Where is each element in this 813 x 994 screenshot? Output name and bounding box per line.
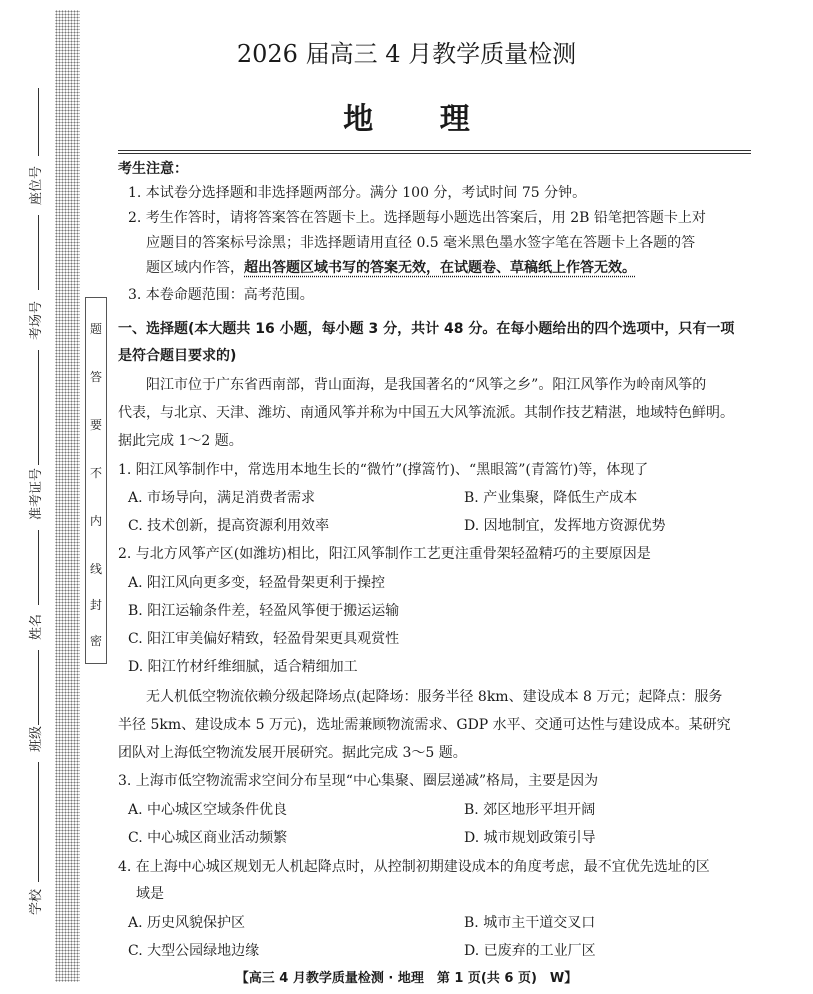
notice-emphasis: 超出答题区域书写的答案无效，在试题卷、草稿纸上作答无效。: [244, 260, 636, 276]
exam-room-line: [38, 215, 39, 290]
question-stem: 4. 在上海中心城区规划无人机起降点时，从控制初期建设成本的角度考虑，最不宜优先选址的区: [118, 859, 710, 875]
passage-line: 代表，与北京、天津、潍坊、南通风筝并称为中国五大风筝流派。其制作技艺精湛，地域特色鲜明。: [118, 405, 734, 421]
seat-number-label: 座位号: [29, 165, 44, 205]
notice-item: 1. 本试卷分选择题和非选择题两部分。满分 100 分，考试时间 75 分钟。: [128, 185, 587, 201]
exam-title: 2026 届高三 4 月教学质量检测: [236, 40, 577, 68]
notice-item: 3. 本卷命题范围：高考范围。: [128, 287, 314, 303]
section-heading: 是符合题目要求的): [118, 348, 237, 364]
seal-char: 密: [89, 634, 102, 648]
option: A. 中心城区空域条件优良: [128, 802, 288, 818]
admission-number-line: [38, 350, 39, 465]
passage-line: 半径 5km、建设成本 5 万元)，选址需兼顾物流需求、GDP 水平、交通可达性与建设成本。某研究: [118, 717, 731, 733]
title-rule: [118, 150, 751, 151]
option: B. 阳江运输条件差，轻盈风筝便于搬运运输: [128, 603, 400, 619]
school-line: [38, 762, 39, 882]
seal-char: 不: [89, 466, 102, 480]
passage-line: 据此完成 1～2 题。: [118, 433, 243, 449]
option: C. 大型公园绿地边缘: [128, 943, 260, 959]
page-footer: 【高三 4 月教学质量检测 · 地理 第 1 页(共 6 页) W】: [235, 971, 578, 986]
option: C. 中心城区商业活动频繁: [128, 830, 288, 846]
question-stem: 1. 阳江风筝制作中，常选用本地生长的“微竹”(撑篙竹)、“黑眼篙”(青篙竹)等，体现了: [118, 462, 649, 478]
school-label: 学校: [29, 888, 44, 915]
class-label: 班级: [29, 725, 44, 752]
notice-heading: 考生注意：: [118, 161, 188, 177]
option: D. 城市规划政策引导: [464, 830, 596, 846]
class-line: [38, 650, 39, 725]
passage-line: 阳江市位于广东省西南部，背山面海，是我国著名的“风筝之乡”。阳江风筝作为岭南风筝的: [146, 377, 707, 393]
notice-item: 题区域内作答，超出答题区域书写的答案无效，在试题卷、草稿纸上作答无效。: [146, 260, 636, 276]
option: A. 历史风貌保护区: [128, 915, 246, 931]
name-label: 姓名: [29, 613, 44, 640]
question-stem: 3. 上海市低空物流需求空间分布呈现“中心集聚、圈层递减”格局，主要是因为: [118, 773, 599, 789]
section-heading: 一、选择题(本大题共 16 小题，每小题 3 分，共计 48 分。在每小题给出的四个选项中，只有一项: [118, 321, 735, 337]
option: A. 市场导向，满足消费者需求: [128, 490, 316, 506]
binding-margin-pattern: [55, 10, 80, 982]
title-rule: [118, 153, 751, 154]
option: B. 产业集聚，降低生产成本: [464, 490, 638, 506]
seal-char: 封: [89, 598, 102, 612]
passage-line: 无人机低空物流依赖分级起降场点(起降场：服务半径 8km、建设成本 8 万元；起降点：服务: [146, 689, 723, 705]
option: A. 阳江风向更多变，轻盈骨架更利于操控: [128, 575, 386, 591]
question-stem-continued: 域是: [136, 886, 164, 902]
option: D. 阳江竹材纤维细腻，适合精细加工: [128, 659, 358, 675]
option: D. 因地制宜，发挥地方资源优势: [464, 518, 666, 534]
option: B. 郊区地形平坦开阔: [464, 802, 596, 818]
option: D. 已废弃的工业厂区: [464, 943, 596, 959]
seal-char: 内: [89, 514, 102, 528]
option: C. 技术创新，提高资源利用效率: [128, 518, 330, 534]
passage-line: 团队对上海低空物流发展开展研究。据此完成 3～5 题。: [118, 745, 467, 761]
admission-number-label: 准考证号: [29, 467, 44, 520]
option: C. 阳江审美偏好精致，轻盈骨架更具观赏性: [128, 631, 400, 647]
seal-char: 答: [89, 370, 102, 384]
notice-item: 2. 考生作答时，请将答案答在答题卡上。选择题每小题选出答案后，用 2B 铅笔把答题卡上对: [128, 210, 706, 226]
exam-room-label: 考场号: [29, 300, 44, 340]
name-line: [38, 530, 39, 605]
question-stem: 2. 与北方风筝产区(如潍坊)相比，阳江风筝制作工艺更注重骨架轻盈精巧的主要原因是: [118, 546, 651, 562]
seal-line-box: [85, 297, 107, 664]
subject-title: 地 理: [343, 102, 498, 137]
notice-item: 应题目的答案标号涂黑；非选择题请用直径 0.5 毫米黑色墨水签字笔在答题卡上各题的答: [146, 235, 696, 251]
seal-char: 线: [89, 562, 102, 576]
option: B. 城市主干道交叉口: [464, 915, 596, 931]
seal-char: 题: [89, 322, 102, 336]
seal-char: 要: [89, 418, 102, 432]
